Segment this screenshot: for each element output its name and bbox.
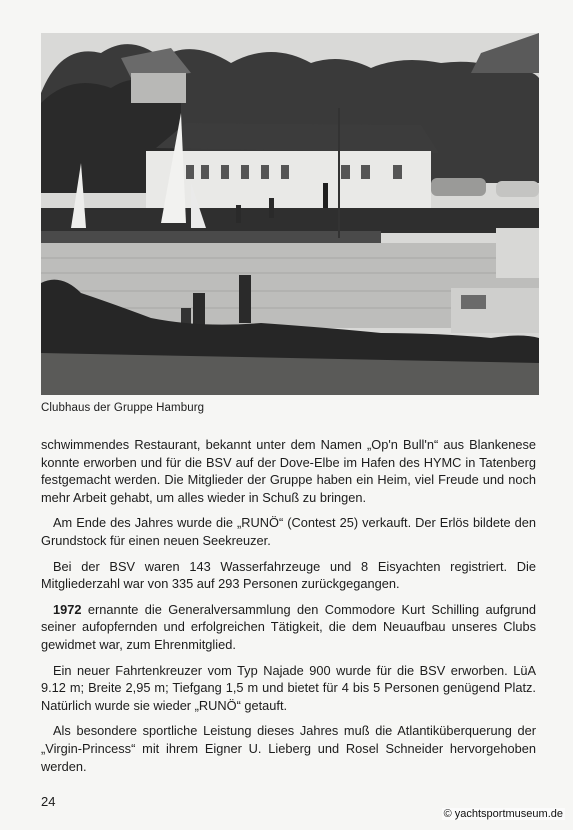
- clubhouse-photo-image: [41, 33, 539, 395]
- photo-caption: Clubhaus der Gruppe Hamburg: [41, 402, 205, 414]
- paragraph-atlantic: Als besondere sportliche Leistung dieses Jahres muß die Atlantiküberquerung der „Virgin-Princess“ mit ihrem Eigner U. Lieberg und Rosel Schneider hervorgehoben werden.: [41, 723, 536, 774]
- body-text: [41, 436, 536, 783]
- paragraph-restaurant: schwimmendes Restaurant, bekannt unter dem Namen „Op'n Bull'n“ aus Blankenese konnte erworben und für die BSV auf der Dove-Elbe im Hafen des HYMC in Tatenberg festgemacht werden. Die Mitglieder der Gruppe haben ein Heim, viel Freude und noch mehr Arbeit gehabt, um alles wieder in Schuß zu bringen.: [41, 437, 536, 505]
- paragraph-runoe-sale: Am Ende des Jahres wurde die „RUNÖ“ (Contest 25) verkauft. Der Erlös bildete den Grundstock für einen neuen Seekreuzer.: [41, 515, 536, 548]
- year-1972: 1972: [53, 601, 82, 617]
- paragraph-najade: Ein neuer Fahrtenkreuzer vom Typ Najade 900 wurde für die BSV erworben. LüA 9.12 m; Breite 2,95 m; Tiefgang 1,5 m und bietet für 4 bis 5 Personen genügend Platz. Natürlich wurde sie wieder „RUNÖ“ getauft.: [41, 662, 536, 713]
- page-number: 24: [41, 794, 56, 809]
- clubhouse-photo: [41, 33, 539, 395]
- paragraph-1972: [41, 601, 536, 654]
- paragraph-registrations: Bei der BSV waren 143 Wasserfahrzeuge und 8 Eisyachten registriert. Die Mitgliederzahl war von 335 auf 293 Personen zurückgegangen.: [41, 558, 536, 592]
- paragraph-1972-text: ernannte die Generalversammlung den Commodore Kurt Schilling aufgrund seiner aufopfernden und erfolgreichen Tätigkeit, die dem Neuaufbau unseres Clubs gewidmet war, zum Ehrenmitglied.: [41, 601, 536, 652]
- copyright-watermark: © yachtsportmuseum.de: [443, 808, 563, 820]
